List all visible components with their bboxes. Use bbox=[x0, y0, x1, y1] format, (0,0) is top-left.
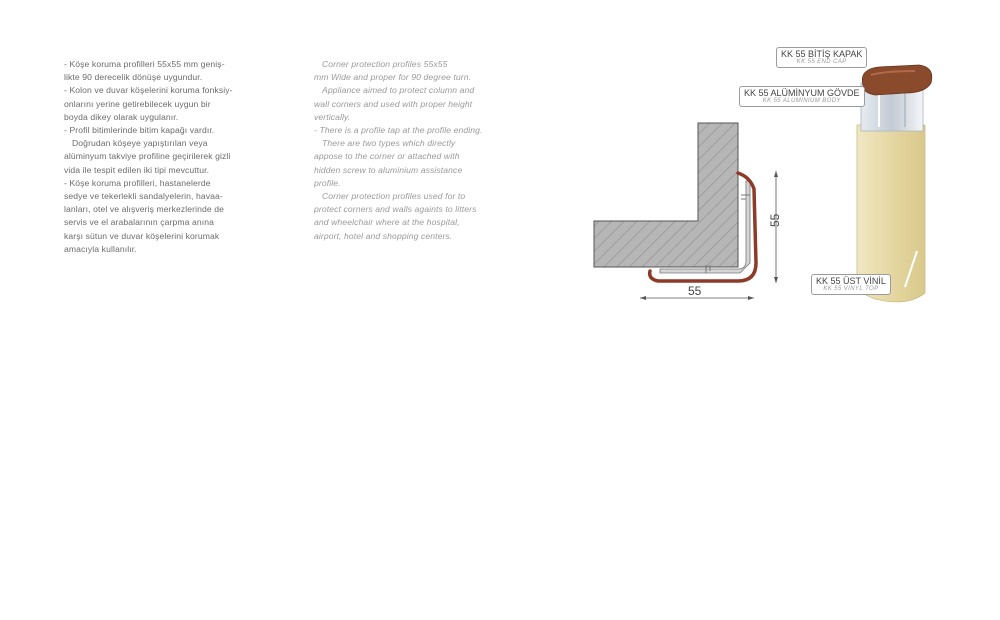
tr-line: alüminyum takviye profiline geçirilerek gizli bbox=[64, 151, 231, 162]
en-line: vertically. bbox=[314, 111, 351, 122]
en-line: profile. bbox=[314, 177, 341, 188]
end-cap-label-subtitle: KK 55 END CAP bbox=[796, 59, 847, 65]
dimension-label-horizontal: 55 bbox=[688, 284, 702, 298]
en-line: mm Wide and proper for 90 degree turn. bbox=[314, 72, 472, 83]
en-line: airport, hotel and shopping centers. bbox=[314, 230, 453, 241]
tr-line: karşı sütun ve duvar köşelerini korumak bbox=[64, 230, 220, 241]
dimension-arrow-left bbox=[640, 296, 646, 300]
tr-line: sedye ve tekerlekli sandalyelerin, havaa- bbox=[64, 191, 223, 202]
english-description bbox=[314, 58, 539, 243]
aluminium-body-label-title: KK 55 ALÜMİNYUM GÖVDE bbox=[744, 88, 860, 98]
en-line: and wheelchair where at the hospital, bbox=[314, 217, 460, 228]
en-line: Corner protection profiles used for to bbox=[322, 191, 466, 202]
tr-line: amacıyla kullanılır. bbox=[64, 243, 137, 254]
aluminium-body-label bbox=[739, 86, 865, 107]
en-line: - There is a profile tap at the profile ending. bbox=[314, 125, 483, 136]
en-line: appose to the corner or attached with bbox=[314, 151, 460, 162]
tr-line: - Profil bitimlerinde bitim kapağı vardır. bbox=[64, 125, 215, 136]
en-line: There are two types which directly bbox=[322, 138, 456, 149]
turkish-description bbox=[64, 58, 289, 256]
dimension-label-vertical: 55 bbox=[768, 213, 782, 227]
dimension-arrow-bottom bbox=[774, 277, 778, 283]
aluminium-body-label-subtitle: KK 55 ALUMINIUM BODY bbox=[762, 98, 841, 104]
en-line: wall corners and used with proper height bbox=[314, 98, 473, 109]
cross-section-drawing bbox=[590, 115, 790, 315]
vinyl-top-label-title: KK 55 ÜST VİNİL bbox=[816, 276, 886, 286]
dimension-arrow-right bbox=[748, 296, 754, 300]
wall-section bbox=[594, 123, 738, 267]
tr-line: vida ile tespit edilen iki tipi mevcuttur. bbox=[64, 164, 210, 175]
dimension-arrow-top bbox=[774, 171, 778, 177]
tr-line: - Kolon ve duvar köşelerini koruma fonksiy- bbox=[64, 85, 233, 96]
tr-line: - Köşe koruma profilleri 55x55 mm geniş- bbox=[64, 59, 225, 69]
tr-line: Doğrudan köşeye yapıştırılan veya bbox=[72, 138, 208, 149]
en-line: hidden screw to aluminium assistance bbox=[314, 164, 463, 175]
tr-line: onlarını yerine getirebilecek uygun bir bbox=[64, 98, 211, 109]
en-line: Appliance aimed to protect column and bbox=[322, 85, 475, 96]
tr-line: boyda dikey olarak uygulanır. bbox=[64, 111, 179, 122]
tr-line: - Köşe koruma profilleri, hastanelerde bbox=[64, 177, 211, 188]
end-cap-label-title: KK 55 BİTİŞ KAPAK bbox=[781, 49, 863, 59]
tr-line: likte 90 derecelik dönüşe uygundur. bbox=[64, 72, 203, 83]
end-cap-label bbox=[776, 47, 867, 68]
vinyl-top-label-subtitle: KK 55 VINYL TOP bbox=[823, 286, 879, 292]
end-cap bbox=[862, 65, 931, 95]
vinyl-top-label bbox=[811, 274, 891, 295]
en-line: Corner protection profiles 55x55 bbox=[322, 59, 448, 69]
en-line: protect corners and walls againts to litters bbox=[314, 204, 477, 215]
tr-line: lanları, otel ve alışveriş merkezlerinde de bbox=[64, 204, 225, 215]
tr-line: servis ve el arabalarının çarpma anına bbox=[64, 217, 214, 228]
